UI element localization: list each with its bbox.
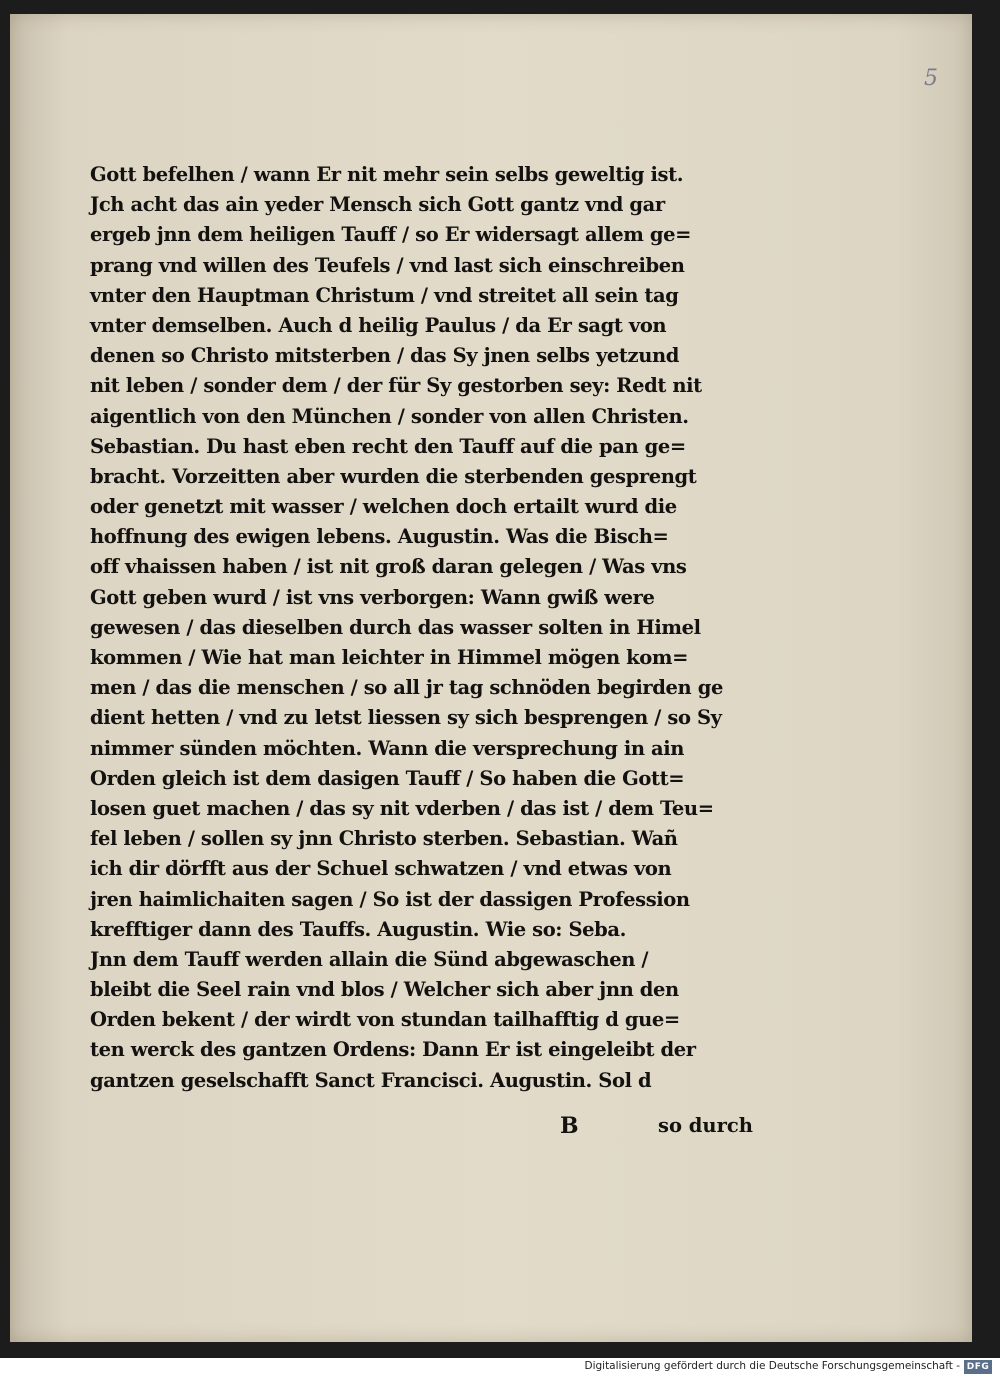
catch-line <box>90 1110 780 1142</box>
text-line: men / das die menschen / so all jr tag schnöden begirden ge <box>90 676 723 700</box>
text-line: dient hetten / vnd zu letst liessen sy sich besprengen / so Sy <box>90 706 722 730</box>
text-line: gantzen geselschafft Sanct Francisci. Augustin. Sol d <box>90 1068 652 1092</box>
text-line: nit leben / sonder dem / der für Sy gestorben sey: Redt nit <box>90 374 702 398</box>
text-line: aigentlich von den München / sonder von allen Christen. <box>90 404 689 428</box>
text-line: ergeb jnn dem heiligen Tauff / so Er widersagt allem ge= <box>90 223 692 247</box>
text-line: nimmer sünden möchten. Wann die versprechung in ain <box>90 736 685 760</box>
funding-credit: Digitalisierung gefördert durch die Deutsche Forschungsgemeinschaft - <box>584 1360 960 1372</box>
text-line: fel leben / sollen sy jnn Christo sterben. Sebastian. Wañ <box>90 827 678 851</box>
text-line: ten werck des gantzen Ordens: Dann Er ist eingeleibt der <box>90 1038 696 1062</box>
body-text <box>90 160 780 1096</box>
footer-bar <box>0 1358 1000 1377</box>
text-line: hoffnung des ewigen lebens. Augustin. Was die Bisch= <box>90 525 669 549</box>
page-number: 5 <box>924 66 938 91</box>
text-line: Gott befelhen / wann Er nit mehr sein selbs geweltig ist. <box>90 163 684 186</box>
text-line: denen so Christo mitsterben / das Sy jnen selbs yetzund <box>90 344 680 368</box>
dfg-logo: DFG <box>964 1360 992 1374</box>
text-line: Jnn dem Tauff werden allain die Sünd abgewaschen / <box>90 947 649 971</box>
signature-mark: B <box>560 1113 579 1139</box>
text-line: jren haimlichaiten sagen / So ist der dassigen Profession <box>90 887 690 911</box>
text-line: kommen / Wie hat man leichter in Himmel mögen kom= <box>90 646 689 669</box>
text-line: off vhaissen haben / ist nit groß daran gelegen / Was vns <box>90 555 687 579</box>
text-line: gewesen / das dieselben durch das wasser solten in Himel <box>90 615 701 639</box>
text-line: bleibt die Seel rain vnd blos / Welcher sich aber jnn den <box>90 978 679 1002</box>
catchword: so durch <box>658 1114 753 1137</box>
text-line: vnter den Hauptman Christum / vnd streitet all sein tag <box>90 283 679 307</box>
text-line: vnter demselben. Auch d heilig Paulus / da Er sagt von <box>90 313 667 337</box>
text-line: ich dir dörfft aus der Schuel schwatzen / vnd etwas von <box>90 857 672 881</box>
text-line: Gott geben wurd / ist vns verborgen: Wann gwiß were <box>90 585 655 609</box>
text-line: losen guet machen / das sy nit vderben / das ist / dem Teu= <box>90 796 714 820</box>
text-line: Sebastian. Du hast eben recht den Tauff auf die pan ge= <box>90 434 686 458</box>
text-line: Orden bekent / der wirdt von stundan tailhafftig d gue= <box>90 1008 680 1032</box>
text-line: prang vnd willen des Teufels / vnd last sich einschreiben <box>90 253 685 277</box>
text-line: Orden gleich ist dem dasigen Tauff / So haben die Gott= <box>90 766 685 790</box>
text-line: bracht. Vorzeitten aber wurden die sterbenden gesprengt <box>90 464 697 488</box>
text-line: krefftiger dann des Tauffs. Augustin. Wie so: Seba. <box>90 917 627 941</box>
text-line: Jch acht das ain yeder Mensch sich Gott gantz vnd gar <box>90 193 665 217</box>
text-line: oder genetzt mit wasser / welchen doch ertailt wurd die <box>90 495 677 519</box>
book-page <box>10 14 972 1342</box>
